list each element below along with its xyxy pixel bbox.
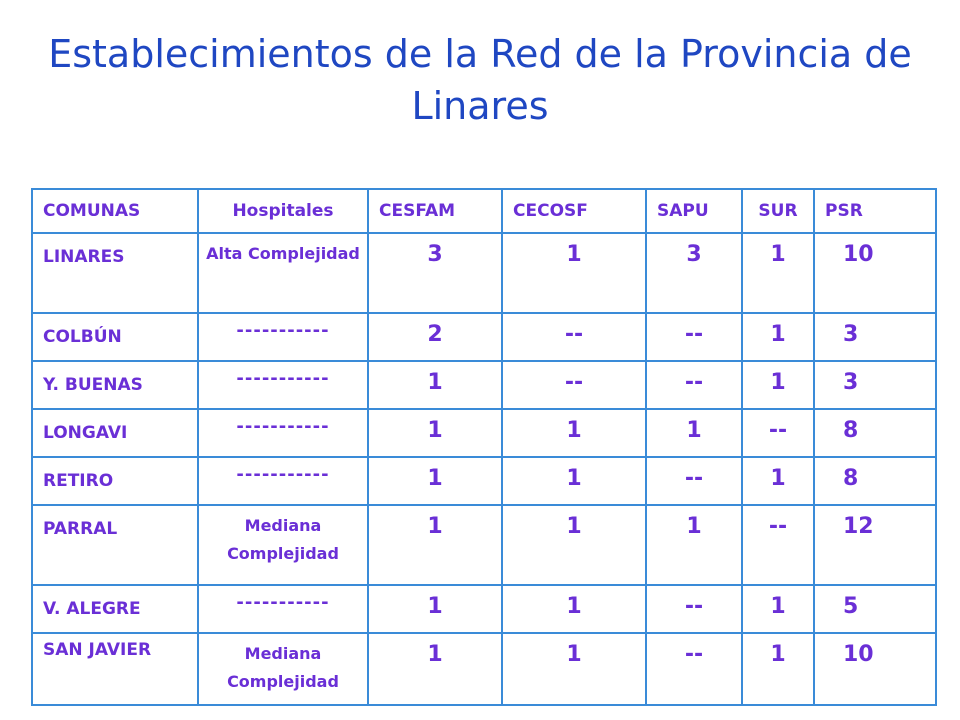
cell-sapu: -- xyxy=(646,361,742,409)
cell-psr: 10 xyxy=(814,233,936,313)
cell-cecosf: -- xyxy=(502,361,646,409)
table-row xyxy=(32,505,936,585)
cell-comuna: Y. BUENAS xyxy=(32,361,198,409)
header-sur: SUR xyxy=(742,189,814,233)
cell-sur: -- xyxy=(742,409,814,457)
cell-comuna: LINARES xyxy=(32,233,198,313)
cell-hospital: ----------- xyxy=(198,361,368,409)
header-sapu: SAPU xyxy=(646,189,742,233)
cell-hospital: ----------- xyxy=(198,313,368,361)
header-comunas: COMUNAS xyxy=(32,189,198,233)
cell-sapu: -- xyxy=(646,313,742,361)
cell-cecosf: 1 xyxy=(502,505,646,585)
table-row xyxy=(32,633,936,705)
cell-cesfam: 2 xyxy=(368,313,502,361)
header-hospitales: Hospitales xyxy=(198,189,368,233)
cell-sur: 1 xyxy=(742,313,814,361)
cell-cecosf: 1 xyxy=(502,457,646,505)
cell-psr: 3 xyxy=(814,313,936,361)
cell-sapu: 1 xyxy=(646,409,742,457)
cell-psr: 5 xyxy=(814,585,936,633)
cell-cecosf: -- xyxy=(502,313,646,361)
cell-cesfam: 1 xyxy=(368,585,502,633)
cell-sapu: 3 xyxy=(646,233,742,313)
table-row xyxy=(32,361,936,409)
table-row xyxy=(32,409,936,457)
cell-comuna: PARRAL xyxy=(32,505,198,585)
cell-sur: 1 xyxy=(742,585,814,633)
cell-hospital: ----------- xyxy=(198,409,368,457)
cell-cecosf: 1 xyxy=(502,233,646,313)
table-header-row xyxy=(32,189,936,233)
cell-psr: 8 xyxy=(814,457,936,505)
cell-comuna: V. ALEGRE xyxy=(32,585,198,633)
cell-sur: 1 xyxy=(742,457,814,505)
table-row xyxy=(32,313,936,361)
cell-sapu: -- xyxy=(646,457,742,505)
table-row xyxy=(32,585,936,633)
cell-cesfam: 1 xyxy=(368,457,502,505)
cell-hospital: ----------- xyxy=(198,457,368,505)
cell-comuna: SAN JAVIER xyxy=(32,633,198,705)
cell-sapu: 1 xyxy=(646,505,742,585)
cell-psr: 12 xyxy=(814,505,936,585)
cell-cesfam: 1 xyxy=(368,361,502,409)
header-cesfam: CESFAM xyxy=(368,189,502,233)
header-cecosf: CECOSF xyxy=(502,189,646,233)
cell-sapu: -- xyxy=(646,585,742,633)
cell-cecosf: 1 xyxy=(502,409,646,457)
cell-sur: 1 xyxy=(742,633,814,705)
page-title: Establecimientos de la Red de la Provincia de Linares xyxy=(48,32,912,128)
cell-hospital: Mediana Complejidad xyxy=(198,633,368,705)
cell-sapu: -- xyxy=(646,633,742,705)
cell-sur: 1 xyxy=(742,361,814,409)
cell-cesfam: 3 xyxy=(368,233,502,313)
cell-sur: -- xyxy=(742,505,814,585)
cell-psr: 3 xyxy=(814,361,936,409)
table-row xyxy=(32,457,936,505)
cell-comuna: RETIRO xyxy=(32,457,198,505)
cell-sur: 1 xyxy=(742,233,814,313)
cell-comuna: COLBÚN xyxy=(32,313,198,361)
cell-comuna: LONGAVI xyxy=(32,409,198,457)
cell-cesfam: 1 xyxy=(368,633,502,705)
establishments-table xyxy=(31,188,937,706)
cell-cecosf: 1 xyxy=(502,633,646,705)
cell-psr: 8 xyxy=(814,409,936,457)
cell-hospital: Mediana Complejidad xyxy=(198,505,368,585)
table-row xyxy=(32,233,936,313)
cell-cesfam: 1 xyxy=(368,505,502,585)
cell-cesfam: 1 xyxy=(368,409,502,457)
cell-hospital: Alta Complejidad xyxy=(198,233,368,313)
header-psr: PSR xyxy=(814,189,936,233)
cell-cecosf: 1 xyxy=(502,585,646,633)
cell-hospital: ----------- xyxy=(198,585,368,633)
cell-psr: 10 xyxy=(814,633,936,705)
